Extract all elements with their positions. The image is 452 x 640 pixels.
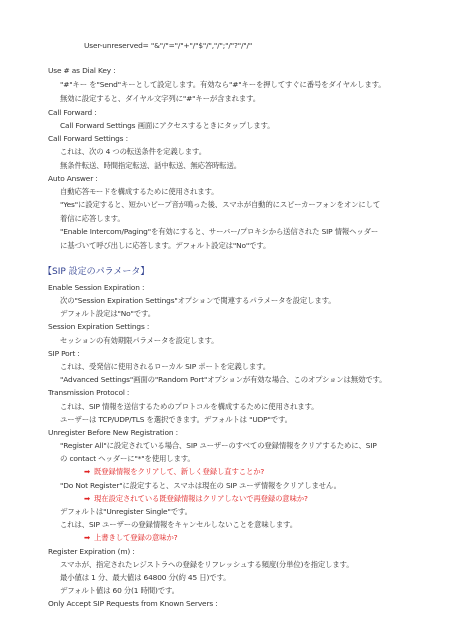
parameter-heading: Call Forward : (48, 108, 97, 117)
description-line: これは、次の 4 つの転送条件を定義します。 (60, 147, 206, 156)
parameter-heading: Use # as Dial Key : (48, 66, 116, 75)
right-arrow-icon: ➡ (84, 494, 91, 503)
description-line: これは、受発信に使用されるローカル SIP ポートを定義します。 (60, 362, 271, 371)
right-arrow-icon: ➡ (84, 467, 91, 476)
description-line: デフォルト値は 60 分(1 時間)です。 (60, 586, 179, 595)
description-line: "Advanced Settings"画面の"Random Port"オプションが有効な場合、このオプションは無効です。 (60, 375, 387, 384)
parameter-heading: Unregister Before New Registration : (48, 428, 178, 437)
description-line: "#"キー を"Send"キーとして設定します。有効なら"#"キーを押してすぐに番号をダイヤルします。 (60, 80, 386, 89)
annotation-note (84, 533, 177, 543)
description-line: の contact ヘッダーに"*"を使用します。 (60, 454, 195, 463)
description-line: デフォルト設定は"No"です。 (60, 309, 155, 318)
annotation-note (84, 467, 264, 477)
description-line: "Do Not Register"に設定すると、スマホは現在の SIP ユーザ情報をクリアしません。 (60, 481, 341, 490)
description-line: 自動応答モードを構成するために使用されます。 (60, 187, 219, 196)
description-line: "Yes"に設定すると、短かいビープ音が鳴った後、スマホが自動的にスピーカーフォンをオンにして (60, 200, 381, 209)
parameter-heading: SIP Port : (48, 349, 80, 358)
description-line: これは、SIP ユーザーの登録情報をキャンセルしないことを意味します。 (60, 520, 297, 529)
parameter-heading: Enable Session Expiration : (48, 283, 145, 292)
description-line: に基づいて呼び出しに応答します。デフォルト設定は"No"です。 (60, 241, 271, 250)
description-line: スマホが、指定されたレジストラへの登録をリフレッシュする頻度(分単位)を指定します。 (60, 560, 354, 569)
parameter-heading: Register Expiration (m) : (48, 547, 135, 556)
annotation-text: 現在設定されている既登録情報はクリアしないで再登録の意味か? (94, 494, 308, 503)
description-line: 次の"Session Expiration Settings"オプションで関連するパラメータを設定します。 (60, 296, 336, 305)
section-title: 【SIP 設定のパラメータ】 (43, 267, 150, 277)
annotation-note (84, 494, 308, 504)
description-line: 最小値は 1 分、最大値は 64800 分(約 45 日)です。 (60, 573, 231, 582)
description-line: 無効に設定すると、ダイヤル文字列に"#"キーが含まれます。 (60, 94, 260, 103)
description-line: セッションの有効期限パラメータを設定します。 (60, 336, 219, 345)
annotation-text: 既登録情報をクリアして、新しく登録し直すことか? (94, 467, 265, 476)
parameter-heading: Call Forward Settings : (48, 134, 128, 143)
description-line: "Register All"に設定されている場合、SIP ユーザーのすべての登録情報をクリアするために、SIP (60, 441, 377, 450)
description-line: User-unreserved= "&"/"="/"+"/"$"/","/";"/"?"/"/" (84, 41, 253, 50)
right-arrow-icon: ➡ (84, 533, 91, 542)
description-line: "Enable Intercom/Paging"を有効にすると、サーバー/プロキシから送信された SIP 情報ヘッダー (60, 227, 379, 236)
annotation-text: 上書きして登録の意味か? (94, 533, 178, 542)
parameter-heading: Auto Answer : (48, 174, 98, 183)
description-line: 着信に応答します。 (60, 214, 125, 223)
description-line: Call Forward Settings 画面にアクセスするときにタップします。 (60, 121, 275, 130)
description-line: 無条件転送、時間指定転送、話中転送、無応答時転送。 (60, 161, 242, 170)
parameter-heading: Session Expiration Settings : (48, 322, 150, 331)
description-line: ユーザーは TCP/UDP/TLS を選択できます。デフォルトは "UDP"です。 (60, 415, 292, 424)
parameter-heading: Only Accept SIP Requests from Known Servers : (48, 599, 218, 608)
parameter-heading: Transmission Protocol : (48, 388, 130, 397)
description-line: デフォルトは"Unregister Single"です。 (60, 507, 192, 516)
description-line: これは、SIP 情報を送信するためのプロトコルを構成するために使用されます。 (60, 402, 319, 411)
